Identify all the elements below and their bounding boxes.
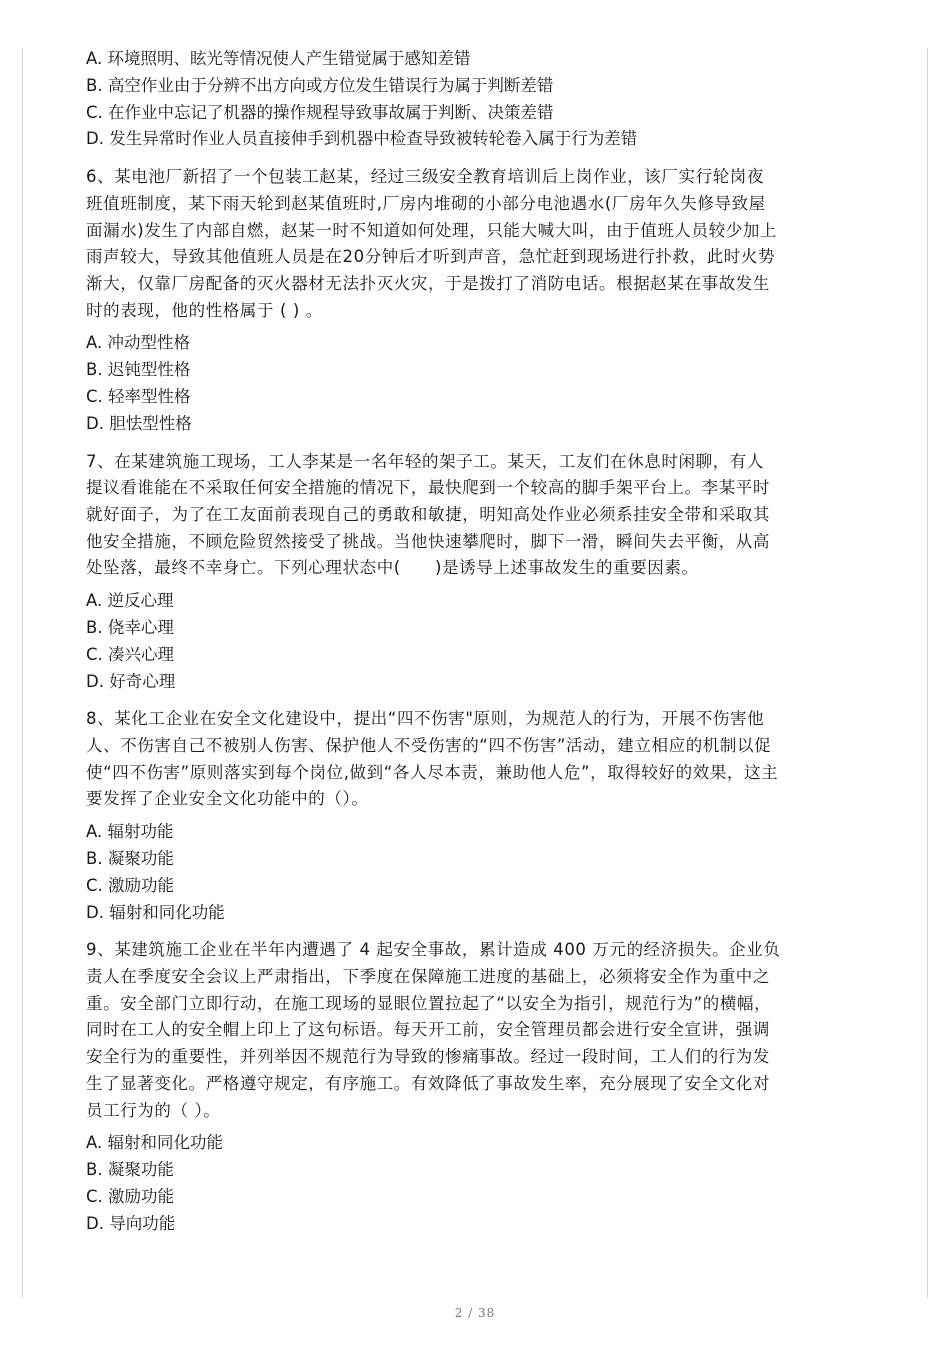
stem-line: 同时在工人的安全帽上印上了这句标语。每天开工前，安全管理员都会进行安全宣讲，强调 bbox=[86, 1020, 770, 1040]
stem-line: 人、不伤害自己不被别人伤害、保护他人不受伤害的“四不伤害”活动，建立相应的机制以促 bbox=[86, 736, 772, 755]
option-letter: B. bbox=[86, 617, 103, 637]
stem-line: 责人在季度安全会议上严肃指出，下季度在保障施工进度的基础上，必须将安全作为重中之 bbox=[86, 967, 770, 986]
option-text: 凑兴心理 bbox=[108, 644, 175, 664]
option-text: 发生异常时作业人员直接伸手到机器中检查导致被转轮卷入属于行为差错 bbox=[109, 129, 638, 149]
option-text: 辐射和同化功能 bbox=[109, 902, 225, 922]
option-letter: A. bbox=[86, 1133, 103, 1153]
option-row bbox=[86, 588, 866, 615]
stem-line: 要发挥了企业安全文化功能中的（）。 bbox=[86, 789, 369, 809]
option-text: 辐射功能 bbox=[107, 822, 174, 842]
question-8 bbox=[86, 706, 866, 926]
question-stem bbox=[86, 449, 866, 583]
option-text: 环境照明、眩光等情况使人产生错觉属于感知差错 bbox=[107, 49, 471, 68]
option-row bbox=[86, 46, 866, 73]
option-letter: D. bbox=[86, 129, 104, 149]
stem-line: 处坠落，最终不幸身亡。下列心理状态中( )是诱导上述事故发生的重要因素。 bbox=[86, 558, 699, 578]
option-row bbox=[86, 357, 866, 384]
option-text: 凝聚功能 bbox=[107, 1160, 174, 1180]
option-letter: A. bbox=[86, 591, 103, 611]
option-letter: C. bbox=[86, 387, 103, 406]
option-row bbox=[86, 384, 866, 411]
option-row bbox=[86, 411, 866, 438]
option-list bbox=[86, 819, 866, 926]
option-letter: B. bbox=[86, 848, 103, 868]
option-text: 胆怯型性格 bbox=[109, 413, 192, 433]
option-row bbox=[86, 846, 866, 873]
option-row bbox=[86, 126, 866, 153]
stem-line: 面漏水)发生了内部自燃，赵某一时不知道如何处理，只能大喊大叫，由于值班人员较少加上 bbox=[86, 220, 778, 240]
stem-line: 班值班制度，某下雨天轮到赵某值班时,厂房内堆砌的小部分电池遇水(厂房年久失修导致屋 bbox=[86, 193, 766, 213]
stem-line: 6、某电池厂新招了一个包装工赵某，经过三级安全教育培训后上岗作业，该厂实行轮岗夜 bbox=[86, 167, 764, 187]
option-row bbox=[86, 1211, 866, 1238]
option-list bbox=[86, 1130, 866, 1237]
option-row bbox=[86, 1184, 866, 1211]
option-letter: C. bbox=[86, 102, 103, 122]
stem-line: 时的表现，他的性格属于 ( ) 。 bbox=[86, 300, 323, 320]
stem-line: 就好面子，为了在工友面前表现自己的勇敢和敏捷，明知高处作业必须系挂安全带和采取其 bbox=[86, 505, 770, 524]
option-letter: D. bbox=[86, 902, 104, 922]
option-text: 侥幸心理 bbox=[107, 617, 174, 637]
option-row bbox=[86, 819, 866, 846]
option-letter: A. bbox=[86, 49, 103, 68]
option-letter: A. bbox=[86, 822, 103, 842]
question-5-options bbox=[86, 46, 866, 153]
option-row bbox=[86, 1130, 866, 1157]
option-text: 冲动型性格 bbox=[107, 333, 190, 353]
option-row bbox=[86, 642, 866, 669]
question-6 bbox=[86, 164, 866, 437]
option-letter: C. bbox=[86, 644, 103, 664]
stem-line: 员工行为的（ ）。 bbox=[86, 1100, 221, 1120]
question-9 bbox=[86, 937, 866, 1237]
option-letter: D. bbox=[86, 671, 104, 691]
option-row bbox=[86, 873, 866, 900]
option-row bbox=[86, 330, 866, 357]
stem-line: 使“四不伤害”原则落实到每个岗位,做到“各人尽本责，兼助他人危”，取得较好的效果，这主 bbox=[86, 762, 779, 782]
stem-line: 渐大，仅靠厂房配备的灭火器材无法扑灭火灾，于是拨打了消防电话。根据赵某在事故发生 bbox=[86, 274, 770, 293]
option-letter: B. bbox=[86, 360, 103, 380]
stem-line: 7、在某建筑施工现场，工人李某是一名年轻的架子工。某天，工友们在休息时闲聊，有人 bbox=[86, 451, 764, 471]
option-letter: D. bbox=[86, 413, 104, 433]
option-text: 好奇心理 bbox=[109, 671, 176, 691]
stem-line: 9、某建筑施工企业在半年内遭遇了 4 起安全事故，累计造成 400 万元的经济损失。企业负 bbox=[86, 940, 781, 960]
stem-line: 安全行为的重要性，并列举因不规范行为导致的惨痛事故。经过一段时间，工人们的行为发 bbox=[86, 1047, 770, 1067]
option-letter: D. bbox=[86, 1213, 104, 1233]
option-text: 轻率型性格 bbox=[108, 387, 191, 406]
page-border-left bbox=[22, 48, 23, 1298]
option-text: 凝聚功能 bbox=[107, 848, 174, 868]
option-text: 迟钝型性格 bbox=[107, 360, 191, 380]
option-row bbox=[86, 615, 866, 642]
option-row bbox=[86, 1157, 866, 1184]
option-row bbox=[86, 669, 866, 696]
option-text: 高空作业由于分辨不出方向或方位发生错误行为属于判断差错 bbox=[107, 75, 554, 95]
option-letter: B. bbox=[86, 75, 103, 95]
question-7 bbox=[86, 449, 866, 696]
option-text: 逆反心理 bbox=[107, 591, 174, 611]
option-letter: A. bbox=[86, 333, 103, 353]
stem-line: 提议看谁能在不采取任何安全措施的情况下，最快爬到一个较高的脚手架平台上。李某平时 bbox=[86, 478, 770, 498]
option-text: 辐射和同化功能 bbox=[107, 1133, 223, 1153]
stem-line: 生了显著变化。严格遵守规定，有序施工。有效降低了事故发生率，充分展现了安全文化对 bbox=[86, 1073, 770, 1093]
option-letter: B. bbox=[86, 1160, 103, 1180]
question-stem bbox=[86, 164, 866, 324]
option-letter: C. bbox=[86, 875, 103, 895]
option-row bbox=[86, 73, 866, 100]
option-letter: C. bbox=[86, 1186, 103, 1206]
option-text: 激励功能 bbox=[108, 875, 175, 895]
option-text: 在作业中忘记了机器的操作规程导致事故属于判断、决策差错 bbox=[108, 102, 554, 122]
option-text: 导向功能 bbox=[109, 1213, 176, 1233]
stem-line: 雨声较大，导致其他值班人员是在20分钟后才听到声音，急忙赶到现场进行扑救，此时火势 bbox=[86, 247, 776, 267]
question-stem bbox=[86, 706, 866, 813]
option-row bbox=[86, 900, 866, 927]
option-list bbox=[86, 588, 866, 695]
document-body bbox=[86, 46, 866, 1237]
question-stem bbox=[86, 937, 866, 1124]
page-number: 2 / 38 bbox=[454, 1306, 496, 1320]
option-list bbox=[86, 330, 866, 437]
stem-line: 重。安全部门立即行动，在施工现场的显眼位置拉起了“以安全为指引，规范行为”的横幅， bbox=[86, 993, 772, 1013]
option-row bbox=[86, 100, 866, 127]
stem-line: 8、某化工企业在安全文化建设中，提出“四不伤害"原则，为规范人的行为，开展不伤害他 bbox=[86, 709, 765, 729]
page-border-right bbox=[927, 48, 928, 1298]
option-text: 激励功能 bbox=[108, 1186, 175, 1206]
stem-line: 他安全措施，不顾危险贸然接受了挑战。当他快速攀爬时，脚下一滑，瞬间失去平衡，从高 bbox=[86, 531, 770, 551]
